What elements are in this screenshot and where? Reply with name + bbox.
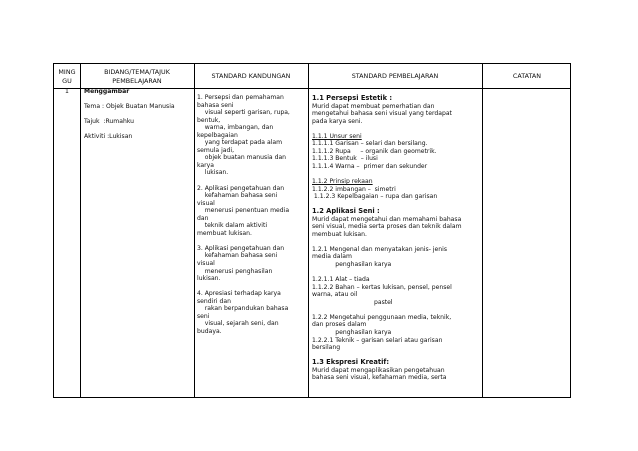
text-line	[84, 111, 192, 119]
text-line	[197, 237, 307, 245]
text-line: 1.2.2.1 Teknik – garisan selari atau garisan	[312, 336, 443, 344]
text-line	[312, 170, 480, 178]
text-line: 1.1.1 Unsur seni	[312, 132, 362, 140]
bidang-cell	[84, 88, 192, 141]
column-divider	[194, 64, 195, 397]
standard-kandungan-cell	[197, 94, 307, 336]
text-line: Tema : Objek Buatan Manusia	[84, 103, 175, 111]
text-line: visual, sejarah seni, dan	[197, 320, 279, 328]
text-line: 1.1.1.2 Rupa – organik dan geometrik.	[312, 147, 437, 155]
standard-pembelajaran-cell	[312, 95, 480, 382]
text-line: Aktiviti :Lukisan	[84, 133, 133, 141]
text-line: 1.2.2 Mengetahui penggunaan media, teknik,	[312, 313, 452, 321]
text-line	[84, 126, 192, 134]
header-catatan: CATATAN	[512, 72, 542, 80]
text-line: Tajuk :Rumahku	[84, 118, 135, 126]
text-line: lukisan.	[197, 275, 221, 283]
text-line: budaya.	[197, 327, 222, 335]
lesson-plan-table	[53, 63, 571, 398]
text-line: kefahaman bahasa seni	[197, 252, 278, 260]
text-line: semula jadi,	[197, 146, 235, 154]
text-line: 1.1.1.4 Warna – primer dan sekunder	[312, 162, 428, 170]
text-line: pastel	[312, 298, 393, 306]
text-line: 1.1.1.1 Garisan – selari dan bersilang.	[312, 140, 428, 148]
text-line: Murid dapat mengaplikasikan pengetahuan	[312, 366, 445, 374]
text-line: menerusi penghasilan	[197, 267, 273, 275]
text-line: 2. Aplikasi pengetahuan dan	[197, 184, 285, 192]
text-line: warna, imbangan, dan	[197, 124, 274, 132]
column-divider	[80, 64, 81, 397]
text-line: seni	[197, 312, 210, 320]
header-standard-kandungan: STANDARD KANDUNGAN	[211, 72, 291, 80]
text-line: mengetahui bahasa seni visual yang terdapat	[312, 110, 452, 118]
text-line: 1.2.1 Mengenal dan menyatakan jenis- jenis	[312, 245, 448, 253]
text-line: 1.1 Persepsi Estetik :	[312, 94, 393, 102]
text-line: 1.1.2 Prinsip rekaan	[312, 178, 373, 186]
text-line: Murid dapat mengetahui dan memahami bahasa	[312, 215, 462, 223]
header-minggu: MING GU	[58, 68, 76, 85]
text-line: seni visual, media serta proses dan teknik dalam	[312, 223, 462, 231]
text-line: dan	[197, 214, 209, 222]
text-line: Menggambar	[84, 88, 130, 95]
text-line: bersilang	[312, 344, 341, 352]
text-line: 1.2 Aplikasi Seni :	[312, 207, 380, 216]
text-line	[84, 96, 192, 104]
text-line: membuat lukisan.	[197, 229, 252, 237]
text-line: penghasilan karya	[312, 328, 392, 336]
text-line: penghasilan karya	[312, 261, 392, 269]
text-line: bahasa seni visual, kefahaman media, serta	[312, 374, 447, 382]
text-line: visual seperti garisan, rupa,	[197, 109, 290, 117]
text-line: sendiri dan	[197, 297, 231, 305]
text-line: media dalam	[312, 253, 352, 261]
text-line: 3. Aplikasi pengetahuan dan	[197, 244, 285, 252]
column-divider	[482, 64, 483, 397]
text-line: kepelbagaian	[197, 131, 238, 139]
text-line: dan proses dalam	[312, 321, 367, 329]
text-line: bahasa seni	[197, 101, 234, 109]
text-line: lukisan.	[197, 169, 229, 177]
text-line: teknik dalam aktiviti	[197, 222, 268, 230]
text-line: rakan berpandukan bahasa	[197, 305, 289, 313]
text-line: menerusi penentuan media	[197, 207, 290, 215]
text-line: 1.1.2.2 imbangan – simetri	[312, 185, 396, 193]
text-line: kefahaman bahasa seni	[197, 192, 278, 200]
minggu-value: 1	[65, 88, 69, 95]
header-bidang: BIDANG/TEMA/TAJUK PEMBELAJARAN	[104, 68, 170, 85]
text-line: 1.1.2.2 Bahan – kertas lukisan, pensel, pensel	[312, 283, 452, 291]
text-line: Murid dapat membuat pemerhatian dan	[312, 102, 435, 110]
text-line: warna, atau oil	[312, 291, 358, 299]
text-line: 1.2.1.1 Alat – tiada	[312, 276, 370, 284]
text-line: bentuk,	[197, 116, 221, 124]
text-line: visual	[197, 199, 215, 207]
text-line: membuat lukisan.	[312, 230, 367, 238]
text-line: pada karya seni.	[312, 117, 363, 125]
text-line	[312, 238, 480, 246]
text-line: 1.3 Ekspresi Kreatif:	[312, 358, 389, 367]
text-line	[197, 177, 307, 185]
text-line: objek buatan manusia dan	[197, 154, 287, 162]
text-line	[312, 125, 480, 133]
text-line: visual	[197, 260, 215, 268]
text-line: 4. Apresiasi terhadap karya	[197, 290, 281, 298]
text-line	[312, 306, 480, 314]
text-line: 1.1.1.3 Bentuk – ilusi	[312, 155, 378, 163]
text-line	[312, 269, 480, 277]
text-line: yang terdapat pada alam	[197, 139, 283, 147]
header-standard-pembelajaran: STANDARD PEMBELAJARAN	[351, 72, 439, 80]
text-line: 1. Persepsi dan pemahaman	[197, 94, 284, 101]
column-divider	[308, 64, 309, 397]
text-line: karya	[197, 161, 215, 169]
text-line	[197, 283, 307, 291]
text-line: 1.1.2.3 Kepelbagaian – rupa dan garisan	[312, 193, 438, 201]
